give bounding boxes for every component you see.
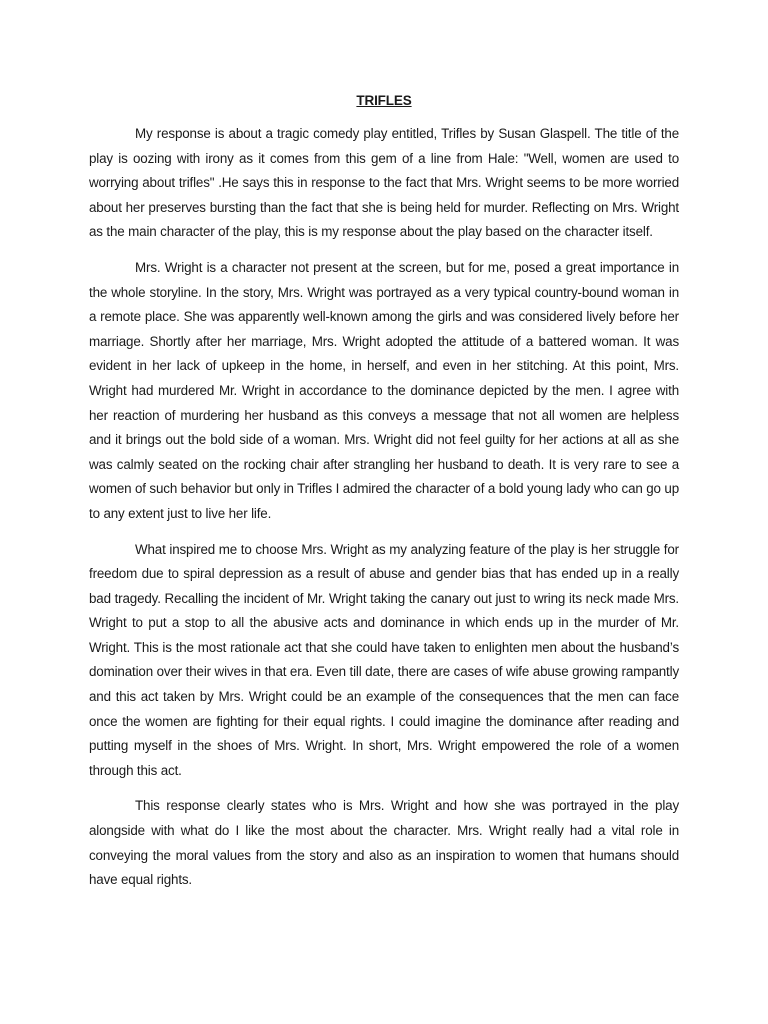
- paragraph-intro: My response is about a tragic comedy play entitled, Trifles by Susan Glaspell. The title of the play is oozing with irony as it comes from this gem of a line from Hale: "Well, women are used to worrying about trifles" .He says this in response to the fact that Mrs. Wright seems to be more worried about her preserves bursting than the fact that she is being held for murder. Reflecting on Mrs. Wright as the main character of the play, this is my response about the play based on the character itself.: [89, 126, 679, 240]
- document-title: TRIFLES: [356, 93, 412, 108]
- paragraph-character: Mrs. Wright is a character not present at the screen, but for me, posed a great importance in the whole storyline. In the story, Mrs. Wright was portrayed as a very typical country-bound woman in a remote place. She was apparently well-known among the girls and was considered lively before her marriage. Shortly after her marriage, Mrs. Wright adopted the attitude of a battered woman. It was evident in her lack of upkeep in the home, in herself, and even in her stitching. At this point, Mrs. Wright had murdered Mr. Wright in accordance to the dominance depicted by the men. I agree with her reaction of murdering her husband as this conveys a message that not all women are helpless and it brings out the bold side of a woman. Mrs. Wright did not feel guilty for her actions at all as she was calmly seated on the rocking chair after strangling her husband to death. It is very rare to see a women of such behavior but only in Trifles I admired the character of a bold young lady who can go up to any extent just to live her life.: [89, 259, 680, 521]
- document-body: [89, 93, 679, 904]
- paragraph-conclusion: This response clearly states who is Mrs. Wright and how she was portrayed in the play alongside with what do I like the most about the character. Mrs. Wright really had a vital role in conveying the moral values from the story and also as an inspiration to women that humans should have equal rights.: [89, 798, 679, 888]
- paragraph-inspiration: What inspired me to choose Mrs. Wright as my analyzing feature of the play is her struggle for freedom due to spiral depression as a result of abuse and gender bias that has ended up in a really bad tragedy. Recalling the incident of Mr. Wright taking the canary out just to wring its neck made Mrs. Wright to put a stop to all the abusive acts and dominance in which ends up in the murder of Mr. Wright. This is the most rationale act that she could have taken to enlighten men about the husband’s domination over their wives in that era. Even till date, there are cases of wife abuse growing rampantly and this act taken by Mrs. Wright could be an example of the consequences that the men can face once the women are fighting for their equal rights. I could imagine the dominance after reading and putting myself in the shoes of Mrs. Wright. In short, Mrs. Wright empowered the role of a women through this act.: [89, 541, 679, 778]
